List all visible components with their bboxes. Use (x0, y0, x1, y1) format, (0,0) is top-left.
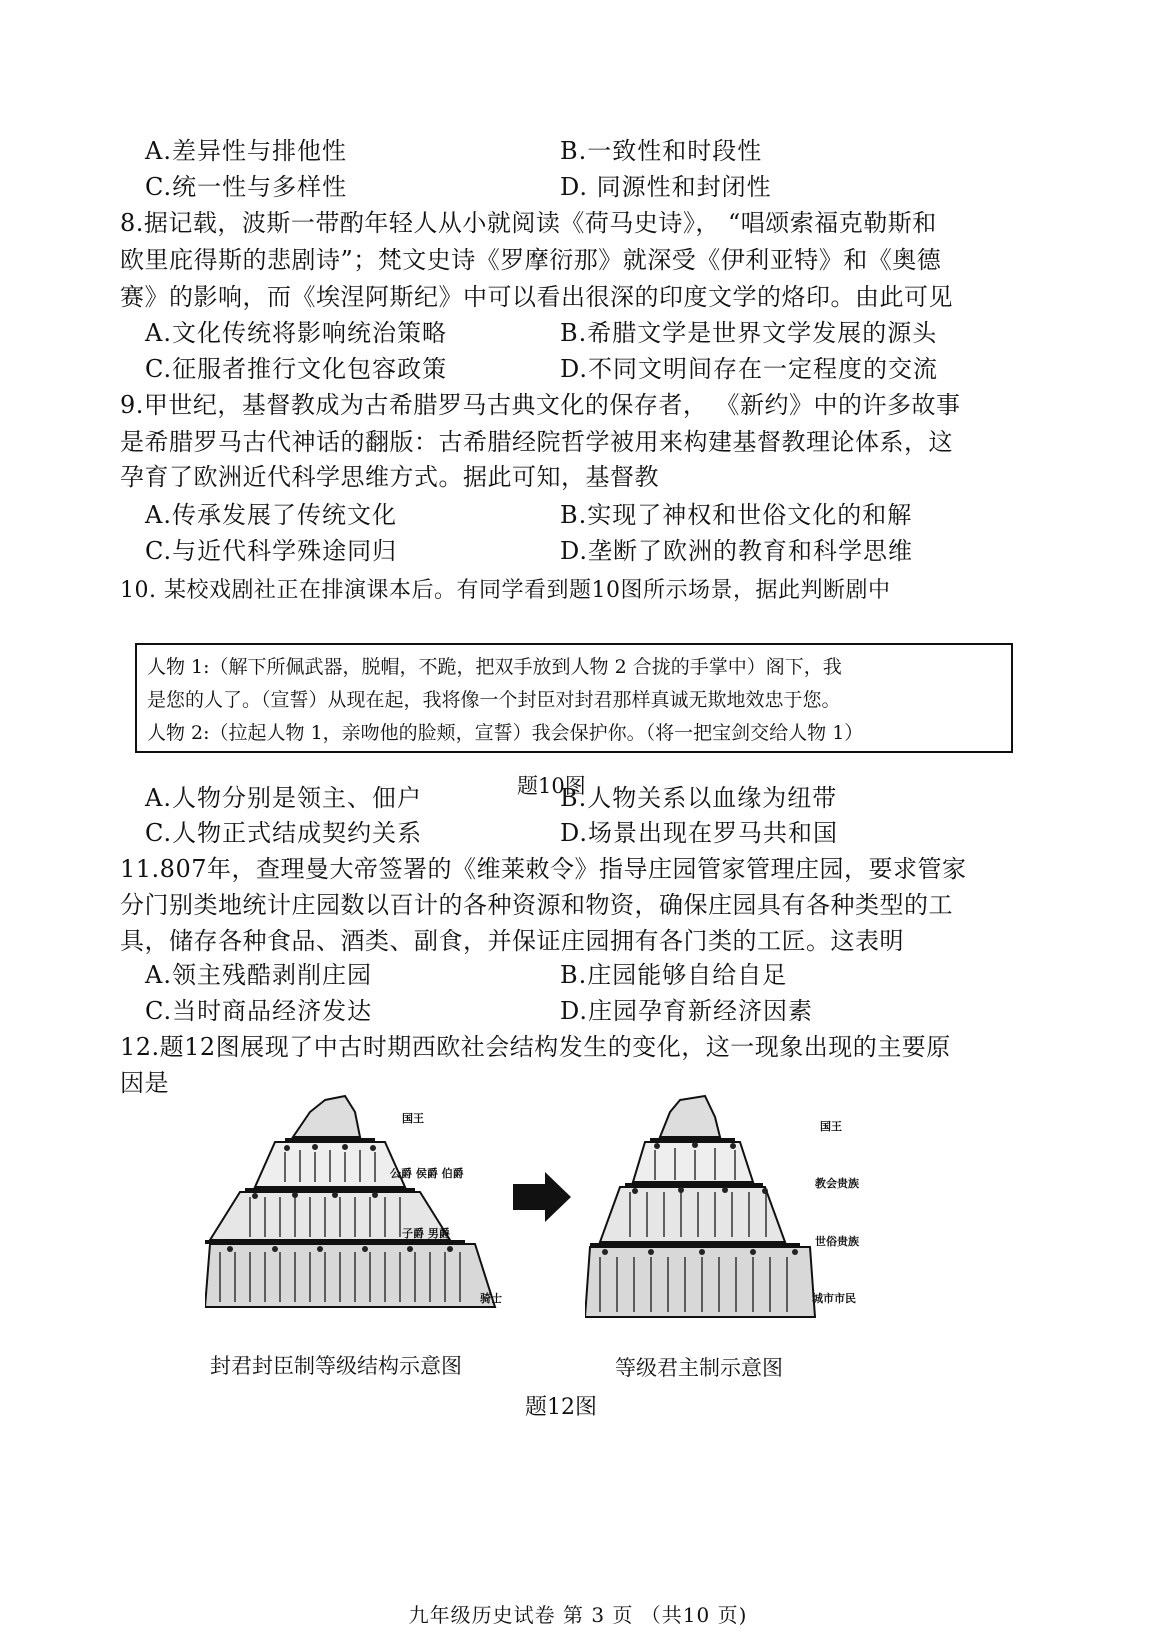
right-label-king: 国王 (820, 1120, 842, 1133)
q11-option-c: C.当时商品经济发达 (145, 997, 373, 1025)
right-figure-caption: 等级君主制示意图 (615, 1356, 783, 1380)
q8-stem-line-2: 欧里庇得斯的悲剧诗”；梵文史诗《罗摩衍那》就深受《伊利亚特》和《奥德 (120, 246, 942, 274)
q10-option-d: D.场景出现在罗马共和国 (560, 819, 839, 847)
q10-figure-caption: 题10图 (517, 774, 586, 798)
left-label-knights: 骑士 (480, 1292, 502, 1305)
q8-option-c: C.征服者推行文化包容政策 (145, 355, 448, 383)
q11-option-d: D.庄园孕育新经济因素 (560, 997, 814, 1025)
q10-scene-line-3: 人物 2:（拉起人物 1，亲吻他的脸颊，宣誓）我会保护你。（将一把宝剑交给人物 1） (147, 722, 864, 744)
q12-stem-line-2: 因是 (120, 1069, 169, 1097)
q9-option-a: A.传承发展了传统文化 (145, 501, 397, 529)
feudal-hierarchy-pyramid (205, 1092, 525, 1322)
q11-stem-line-2: 分门别类地统计庄园数以百计的各种资源和物资，确保庄园具有各种类型的工 (120, 891, 953, 919)
q9-stem-line-1: 9.甲世纪，基督教成为古希腊罗马古典文化的保存者， 《新约》中的许多故事 (120, 391, 961, 419)
q10-scene-line-1: 人物 1:（解下所佩武器，脱帽，不跪，把双手放到人物 2 合拢的手掌中）阁下，我 (147, 656, 842, 678)
q9-option-d: D.垄断了欧洲的教育和科学思维 (560, 537, 914, 565)
q7-option-c: C.统一性与多样性 (145, 173, 348, 201)
q9-option-c: C.与近代科学殊途同归 (145, 537, 398, 565)
q10-option-a: A.人物分别是领主、佃户 (145, 784, 422, 812)
right-label-clergy: 教会贵族 (815, 1177, 859, 1190)
q8-option-a: A.文化传统将影响统治策略 (145, 319, 447, 347)
q8-stem-line-3: 赛》的影响，而《埃涅阿斯纪》中可以看出很深的印度文学的烙印。由此可见 (120, 283, 953, 311)
estates-monarchy-pyramid (585, 1092, 845, 1332)
q11-stem-line-1: 11.807年，查理曼大帝签署的《维莱敕令》指导庄园管家管理庄园，要求管家 (120, 855, 967, 883)
transition-arrow-icon (513, 1172, 573, 1222)
q11-option-b: B.庄园能够自给自足 (560, 961, 788, 989)
left-label-king: 国王 (402, 1112, 424, 1125)
q7-option-b: B.一致性和时段性 (560, 137, 763, 165)
page-footer: 九年级历史试卷 第 3 页 （共10 页) (408, 1603, 748, 1627)
left-label-viscounts: 子爵 男爵 (402, 1227, 450, 1240)
q10-scene-box (135, 643, 1013, 753)
q9-option-b: B.实现了神权和世俗文化的和解 (560, 501, 913, 529)
q9-stem-line-3: 孕育了欧洲近代科学思维方式。据此可知，基督教 (120, 463, 659, 491)
right-label-townspeople: 城市市民 (812, 1292, 856, 1305)
q7-option-a: A.差异性与排他性 (145, 137, 347, 165)
right-label-secular-nobility: 世俗贵族 (815, 1235, 859, 1248)
q8-stem-line-1: 8.据记载，波斯一带酌年轻人从小就阅读《荷马史诗》， “唱颂索福克勒斯和 (120, 209, 937, 237)
q11-stem-line-3: 具，储存各种食品、酒类、副食，并保证庄园拥有各门类的工匠。这表明 (120, 927, 904, 955)
q8-option-d: D.不同文明间存在一定程度的交流 (560, 355, 939, 383)
q10-scene-line-2: 是您的人了。（宣誓）从现在起，我将像一个封臣对封君那样真诚无欺地效忠于您。 (147, 689, 841, 711)
q10-option-b: B.人物关系以血缘为纽带 (560, 784, 838, 812)
q11-option-a: A.领主残酷剥削庄园 (145, 961, 372, 989)
left-figure-caption: 封君封臣制等级结构示意图 (210, 1354, 462, 1378)
q12-figure-caption: 题12图 (525, 1395, 597, 1420)
q7-option-d: D. 同源性和封闭性 (560, 173, 772, 201)
q12-stem-line-1: 12.题12图展现了中古时期西欧社会结构发生的变化，这一现象出现的主要原 (120, 1033, 951, 1061)
q10-stem: 10. 某校戏剧社正在排演课本后。有同学看到题10图所示场景，据此判断剧中 (120, 578, 891, 603)
q10-option-c: C.人物正式结成契约关系 (145, 819, 423, 847)
q8-option-b: B.希腊文学是世界文学发展的源头 (560, 319, 938, 347)
q9-stem-line-2: 是希腊罗马古代神话的翻版：古希腊经院哲学被用来构建基督教理论体系，这 (120, 428, 953, 456)
left-label-dukes: 公爵 侯爵 伯爵 (390, 1167, 464, 1180)
